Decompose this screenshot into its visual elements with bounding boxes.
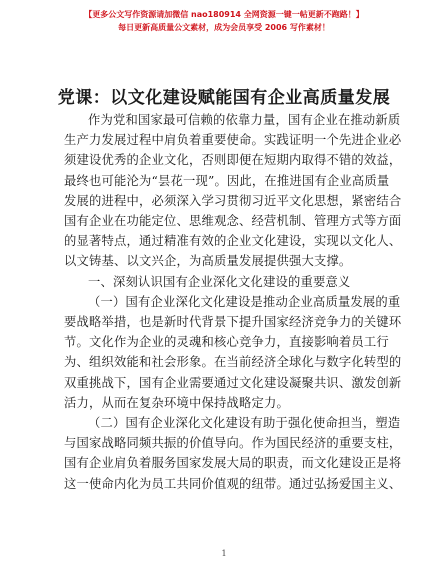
text-line: 与国家战略同频共振的价值导向。作为国民经济的重要支柱，	[64, 436, 402, 451]
text-line: 的显著特点，通过精准有效的企业文化建设，实现以文化人、	[64, 234, 402, 249]
text-line: 发展的进程中，必须深入学习贯彻习近平文化思想，紧密结合	[64, 193, 402, 208]
text-line: 最终也可能沦为“昙花一现”。因此，在推进国有企业高质量	[64, 173, 390, 188]
page-number: 1	[221, 549, 227, 558]
heading-line: 一、深刻认识国有企业深化文化建设的重要意义	[88, 274, 351, 289]
text-line: 生产力发展过程中肩负着重要使命。实践证明一个先进企业必	[64, 133, 402, 148]
promo-banner-line-1: 【更多公文写作资源请加微信 nao180914 全网资源一键一帖更新不跑路！】	[84, 10, 364, 19]
text-line: 作为党和国家最可信赖的依靠力量，国有企业在推动新质	[88, 113, 401, 127]
section-heading	[64, 272, 390, 292]
document-body	[64, 110, 402, 494]
text-line: 须建设优秀的企业文化，否则即便在短期内取得不错的效益，	[64, 153, 402, 168]
text-line: 这一使命内化为员工共同价值观的纽带。通过弘扬爱国主义、	[64, 476, 402, 491]
text-line: 节。文化作为企业的灵魂和核心竞争力，直接影响着员工行	[64, 335, 389, 350]
paragraph-one	[64, 292, 402, 413]
text-line: 以文铸基、以文兴企，为高质量发展提供强大支撑。	[64, 254, 352, 269]
text-line: 国有企业在功能定位、思维观念、经营机制、管理方式等方面	[64, 214, 402, 229]
intro-paragraph	[64, 110, 402, 272]
text-line: 为、组织效能和社会形象。在当前经济全球化与数字化转型的	[64, 355, 402, 370]
text-line: （二）国有企业深化文化建设有助于强化使命担当，塑造	[88, 416, 401, 431]
text-line: （一）国有企业深化文化建设是推动企业高质量发展的重	[88, 294, 401, 309]
text-line: 活力，从而在复杂环境中保持战略定力。	[64, 395, 289, 410]
text-line: 要战略举措，也是新时代背景下提升国家经济竞争力的关键环	[64, 315, 402, 330]
text-line: 国有企业肩负着服务国家发展大局的职责，而文化建设正是将	[64, 456, 402, 471]
text-line: 双重挑战下，国有企业需要通过文化建设凝聚共识、激发创新	[64, 375, 402, 390]
promo-banner	[0, 8, 448, 34]
paragraph-two	[64, 413, 402, 494]
document-title: 党课：以文化建设赋能国有企业高质量发展	[57, 88, 391, 108]
promo-banner-line-2: 每日更新高质量公文素材，成为会员享受 2006 写作素材！	[118, 23, 330, 32]
